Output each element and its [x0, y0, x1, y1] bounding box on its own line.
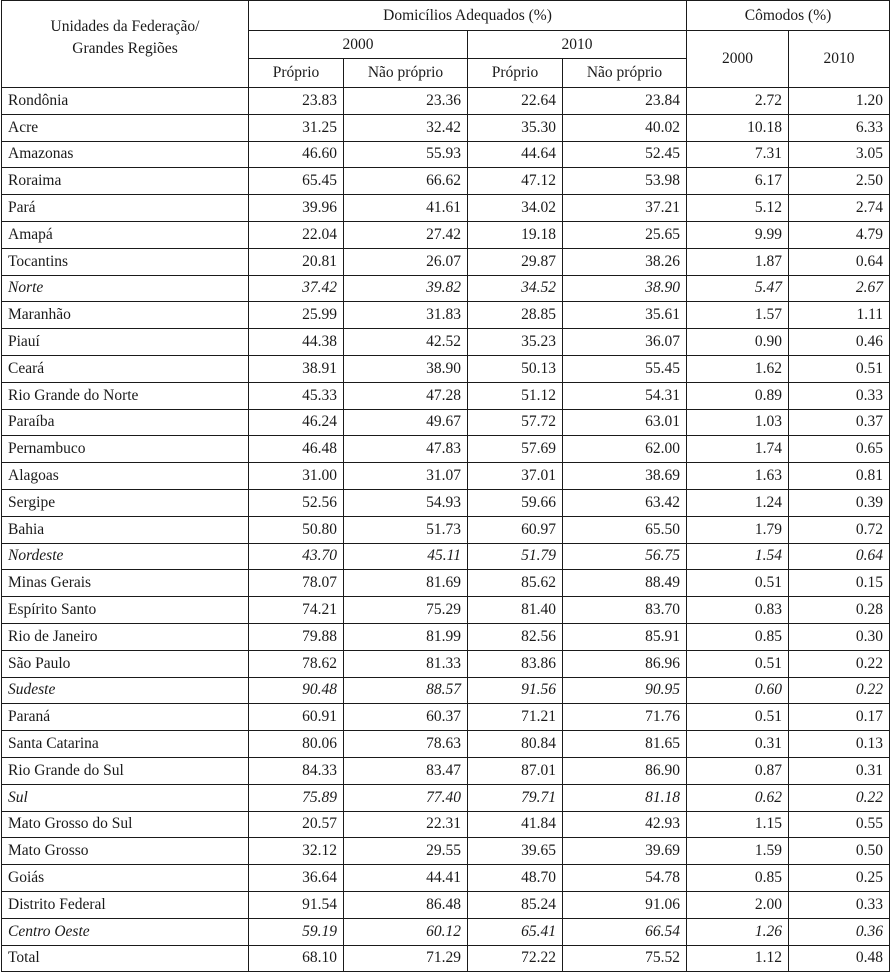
- row-label: Rondônia: [2, 88, 249, 115]
- region-row: [2, 784, 890, 811]
- cell-comodos-2010: 3.05: [789, 141, 890, 168]
- cell-comodos-2010: 0.81: [789, 463, 890, 490]
- table-row: [2, 570, 890, 597]
- cell-nao-proprio-2000: 42.52: [344, 329, 468, 356]
- cell-comodos-2010: 0.65: [789, 436, 890, 463]
- cell-proprio-2000: 20.81: [249, 248, 344, 275]
- cell-nao-proprio-2000: 81.69: [344, 570, 468, 597]
- cell-comodos-2010: 6.33: [789, 114, 890, 141]
- cell-nao-proprio-2000: 44.41: [344, 865, 468, 892]
- cell-proprio-2000: 31.25: [249, 114, 344, 141]
- cell-nao-proprio-2010: 63.42: [563, 489, 687, 516]
- table-header: [2, 1, 890, 88]
- row-label: Bahia: [2, 516, 249, 543]
- cell-comodos-2010: 0.28: [789, 597, 890, 624]
- cell-nao-proprio-2010: 39.69: [563, 838, 687, 865]
- cell-proprio-2010: 87.01: [468, 757, 563, 784]
- cell-nao-proprio-2010: 53.98: [563, 168, 687, 195]
- cell-comodos-2000: 0.31: [687, 731, 789, 758]
- cell-comodos-2010: 2.67: [789, 275, 890, 302]
- cell-comodos-2000: 1.15: [687, 811, 789, 838]
- table-row: [2, 409, 890, 436]
- table-row: [2, 355, 890, 382]
- row-label: Goiás: [2, 865, 249, 892]
- cell-comodos-2000: 1.62: [687, 355, 789, 382]
- cell-nao-proprio-2000: 38.90: [344, 355, 468, 382]
- cell-proprio-2000: 46.60: [249, 141, 344, 168]
- row-label: São Paulo: [2, 650, 249, 677]
- row-label: Centro Oeste: [2, 918, 249, 945]
- cell-proprio-2010: 50.13: [468, 355, 563, 382]
- cell-proprio-2000: 79.88: [249, 623, 344, 650]
- cell-comodos-2010: 0.13: [789, 731, 890, 758]
- table-row: [2, 838, 890, 865]
- cell-nao-proprio-2000: 39.82: [344, 275, 468, 302]
- cell-comodos-2010: 0.51: [789, 355, 890, 382]
- domicilios-year-2000-header: 2000: [249, 31, 468, 59]
- table-row: [2, 865, 890, 892]
- region-row: [2, 275, 890, 302]
- table-row: [2, 302, 890, 329]
- cell-comodos-2010: 0.25: [789, 865, 890, 892]
- cell-comodos-2010: 0.55: [789, 811, 890, 838]
- row-label: Alagoas: [2, 463, 249, 490]
- cell-nao-proprio-2000: 75.29: [344, 597, 468, 624]
- cell-comodos-2010: 0.48: [789, 945, 890, 972]
- cell-nao-proprio-2000: 66.62: [344, 168, 468, 195]
- cell-proprio-2010: 51.12: [468, 382, 563, 409]
- row-label: Rio de Janeiro: [2, 623, 249, 650]
- cell-nao-proprio-2000: 47.83: [344, 436, 468, 463]
- row-label: Maranhão: [2, 302, 249, 329]
- cell-nao-proprio-2000: 86.48: [344, 891, 468, 918]
- cell-comodos-2000: 5.47: [687, 275, 789, 302]
- table-row: [2, 623, 890, 650]
- cell-proprio-2000: 78.62: [249, 650, 344, 677]
- cell-proprio-2000: 44.38: [249, 329, 344, 356]
- cell-comodos-2000: 0.62: [687, 784, 789, 811]
- cell-proprio-2000: 78.07: [249, 570, 344, 597]
- cell-comodos-2000: 1.63: [687, 463, 789, 490]
- cell-comodos-2000: 0.85: [687, 865, 789, 892]
- cell-nao-proprio-2010: 62.00: [563, 436, 687, 463]
- cell-nao-proprio-2010: 37.21: [563, 195, 687, 222]
- cell-nao-proprio-2000: 77.40: [344, 784, 468, 811]
- cell-proprio-2010: 57.72: [468, 409, 563, 436]
- cell-comodos-2010: 0.15: [789, 570, 890, 597]
- comodos-year-2010-header: 2010: [789, 31, 890, 88]
- table-row: [2, 704, 890, 731]
- cell-comodos-2010: 0.46: [789, 329, 890, 356]
- cell-nao-proprio-2000: 55.93: [344, 141, 468, 168]
- table-row: [2, 382, 890, 409]
- cell-proprio-2010: 39.65: [468, 838, 563, 865]
- cell-comodos-2000: 1.26: [687, 918, 789, 945]
- cell-nao-proprio-2010: 38.69: [563, 463, 687, 490]
- row-label: Acre: [2, 114, 249, 141]
- cell-comodos-2000: 2.00: [687, 891, 789, 918]
- cell-nao-proprio-2000: 60.12: [344, 918, 468, 945]
- cell-comodos-2010: 0.30: [789, 623, 890, 650]
- row-label: Paraná: [2, 704, 249, 731]
- cell-comodos-2010: 0.72: [789, 516, 890, 543]
- cell-nao-proprio-2010: 71.76: [563, 704, 687, 731]
- cell-proprio-2000: 50.80: [249, 516, 344, 543]
- cell-proprio-2000: 59.19: [249, 918, 344, 945]
- cell-comodos-2000: 0.90: [687, 329, 789, 356]
- cell-comodos-2010: 0.36: [789, 918, 890, 945]
- cell-proprio-2010: 37.01: [468, 463, 563, 490]
- table-row: [2, 891, 890, 918]
- stub-header: [2, 1, 249, 88]
- cell-comodos-2000: 1.87: [687, 248, 789, 275]
- cell-nao-proprio-2010: 90.95: [563, 677, 687, 704]
- cell-comodos-2010: 1.11: [789, 302, 890, 329]
- cell-nao-proprio-2010: 86.90: [563, 757, 687, 784]
- cell-comodos-2000: 1.59: [687, 838, 789, 865]
- cell-nao-proprio-2000: 81.33: [344, 650, 468, 677]
- cell-comodos-2000: 0.85: [687, 623, 789, 650]
- cell-proprio-2010: 41.84: [468, 811, 563, 838]
- cell-comodos-2000: 0.60: [687, 677, 789, 704]
- row-label: Norte: [2, 275, 249, 302]
- cell-nao-proprio-2000: 31.07: [344, 463, 468, 490]
- header-row-groups: [2, 1, 890, 31]
- cell-proprio-2010: 22.64: [468, 88, 563, 115]
- cell-proprio-2000: 68.10: [249, 945, 344, 972]
- cell-nao-proprio-2000: 78.63: [344, 731, 468, 758]
- cell-proprio-2010: 57.69: [468, 436, 563, 463]
- table-row: [2, 329, 890, 356]
- cell-nao-proprio-2000: 22.31: [344, 811, 468, 838]
- row-label: Paraíba: [2, 409, 249, 436]
- cell-proprio-2000: 65.45: [249, 168, 344, 195]
- cell-comodos-2000: 2.72: [687, 88, 789, 115]
- domicilios-year-2010-header: 2010: [468, 31, 687, 59]
- cell-comodos-2000: 7.31: [687, 141, 789, 168]
- comodos-year-2000-header: 2000: [687, 31, 789, 88]
- cell-nao-proprio-2000: 49.67: [344, 409, 468, 436]
- cell-proprio-2010: 47.12: [468, 168, 563, 195]
- cell-comodos-2010: 0.39: [789, 489, 890, 516]
- cell-proprio-2010: 34.02: [468, 195, 563, 222]
- data-table: [1, 0, 890, 972]
- cell-proprio-2010: 85.62: [468, 570, 563, 597]
- cell-nao-proprio-2010: 81.65: [563, 731, 687, 758]
- region-row: [2, 677, 890, 704]
- table-row: [2, 248, 890, 275]
- cell-proprio-2000: 45.33: [249, 382, 344, 409]
- domicilios-group-header: Domicílios Adequados (%): [249, 1, 687, 31]
- cell-nao-proprio-2000: 26.07: [344, 248, 468, 275]
- cell-nao-proprio-2010: 86.96: [563, 650, 687, 677]
- cell-comodos-2000: 0.51: [687, 650, 789, 677]
- row-label: Sergipe: [2, 489, 249, 516]
- row-label: Piauí: [2, 329, 249, 356]
- cell-proprio-2000: 80.06: [249, 731, 344, 758]
- cell-nao-proprio-2010: 66.54: [563, 918, 687, 945]
- cell-proprio-2000: 36.64: [249, 865, 344, 892]
- row-label: Rio Grande do Sul: [2, 757, 249, 784]
- cell-comodos-2010: 0.17: [789, 704, 890, 731]
- cell-proprio-2000: 39.96: [249, 195, 344, 222]
- row-label: Mato Grosso: [2, 838, 249, 865]
- cell-nao-proprio-2010: 54.78: [563, 865, 687, 892]
- cell-comodos-2010: 0.22: [789, 677, 890, 704]
- cell-proprio-2000: 46.48: [249, 436, 344, 463]
- cell-comodos-2000: 1.54: [687, 543, 789, 570]
- cell-proprio-2010: 80.84: [468, 731, 563, 758]
- nao-proprio-2000-header: Não próprio: [344, 59, 468, 88]
- cell-proprio-2000: 90.48: [249, 677, 344, 704]
- row-label: Distrito Federal: [2, 891, 249, 918]
- stub-header-line1: Unidades da Federação/: [50, 18, 200, 35]
- table-row: [2, 597, 890, 624]
- cell-comodos-2010: 0.31: [789, 757, 890, 784]
- cell-comodos-2000: 5.12: [687, 195, 789, 222]
- table-body: [2, 88, 890, 972]
- cell-nao-proprio-2010: 54.31: [563, 382, 687, 409]
- region-row: [2, 918, 890, 945]
- cell-comodos-2010: 2.50: [789, 168, 890, 195]
- cell-nao-proprio-2010: 81.18: [563, 784, 687, 811]
- cell-proprio-2010: 65.41: [468, 918, 563, 945]
- cell-nao-proprio-2000: 51.73: [344, 516, 468, 543]
- cell-comodos-2000: 1.03: [687, 409, 789, 436]
- cell-proprio-2010: 59.66: [468, 489, 563, 516]
- cell-nao-proprio-2000: 83.47: [344, 757, 468, 784]
- cell-nao-proprio-2000: 32.42: [344, 114, 468, 141]
- cell-comodos-2000: 6.17: [687, 168, 789, 195]
- cell-nao-proprio-2000: 81.99: [344, 623, 468, 650]
- table-row: [2, 757, 890, 784]
- cell-proprio-2000: 38.91: [249, 355, 344, 382]
- cell-proprio-2010: 81.40: [468, 597, 563, 624]
- cell-proprio-2000: 91.54: [249, 891, 344, 918]
- table-row: [2, 141, 890, 168]
- cell-nao-proprio-2010: 36.07: [563, 329, 687, 356]
- cell-nao-proprio-2000: 31.83: [344, 302, 468, 329]
- cell-comodos-2010: 0.33: [789, 891, 890, 918]
- cell-proprio-2010: 35.23: [468, 329, 563, 356]
- cell-comodos-2000: 9.99: [687, 221, 789, 248]
- cell-comodos-2010: 0.22: [789, 784, 890, 811]
- cell-nao-proprio-2010: 40.02: [563, 114, 687, 141]
- cell-nao-proprio-2000: 60.37: [344, 704, 468, 731]
- cell-nao-proprio-2000: 54.93: [344, 489, 468, 516]
- stub-header-line2: Grandes Regiões: [72, 40, 178, 57]
- cell-proprio-2010: 79.71: [468, 784, 563, 811]
- cell-nao-proprio-2010: 83.70: [563, 597, 687, 624]
- cell-proprio-2010: 29.87: [468, 248, 563, 275]
- cell-proprio-2000: 46.24: [249, 409, 344, 436]
- row-label: Sul: [2, 784, 249, 811]
- cell-comodos-2000: 10.18: [687, 114, 789, 141]
- cell-proprio-2010: 91.56: [468, 677, 563, 704]
- cell-nao-proprio-2000: 88.57: [344, 677, 468, 704]
- cell-nao-proprio-2010: 23.84: [563, 88, 687, 115]
- cell-comodos-2010: 2.74: [789, 195, 890, 222]
- cell-proprio-2010: 82.56: [468, 623, 563, 650]
- cell-proprio-2000: 75.89: [249, 784, 344, 811]
- cell-proprio-2000: 52.56: [249, 489, 344, 516]
- cell-proprio-2010: 34.52: [468, 275, 563, 302]
- cell-nao-proprio-2010: 42.93: [563, 811, 687, 838]
- cell-proprio-2000: 37.42: [249, 275, 344, 302]
- cell-nao-proprio-2010: 85.91: [563, 623, 687, 650]
- cell-comodos-2000: 1.24: [687, 489, 789, 516]
- table-row: [2, 88, 890, 115]
- table-row: [2, 221, 890, 248]
- cell-nao-proprio-2010: 52.45: [563, 141, 687, 168]
- cell-comodos-2010: 0.50: [789, 838, 890, 865]
- row-label: Amazonas: [2, 141, 249, 168]
- cell-nao-proprio-2010: 75.52: [563, 945, 687, 972]
- cell-nao-proprio-2010: 65.50: [563, 516, 687, 543]
- cell-proprio-2010: 85.24: [468, 891, 563, 918]
- cell-comodos-2000: 1.57: [687, 302, 789, 329]
- cell-comodos-2000: 0.83: [687, 597, 789, 624]
- row-label: Tocantins: [2, 248, 249, 275]
- cell-proprio-2000: 23.83: [249, 88, 344, 115]
- row-label: Total: [2, 945, 249, 972]
- cell-proprio-2000: 43.70: [249, 543, 344, 570]
- cell-comodos-2010: 0.64: [789, 543, 890, 570]
- cell-nao-proprio-2010: 55.45: [563, 355, 687, 382]
- cell-comodos-2000: 1.12: [687, 945, 789, 972]
- cell-nao-proprio-2010: 38.90: [563, 275, 687, 302]
- cell-proprio-2010: 72.22: [468, 945, 563, 972]
- row-label: Sudeste: [2, 677, 249, 704]
- table-row: [2, 811, 890, 838]
- cell-proprio-2010: 48.70: [468, 865, 563, 892]
- cell-nao-proprio-2000: 71.29: [344, 945, 468, 972]
- row-label: Rio Grande do Norte: [2, 382, 249, 409]
- row-label: Roraima: [2, 168, 249, 195]
- cell-nao-proprio-2010: 35.61: [563, 302, 687, 329]
- cell-proprio-2010: 60.97: [468, 516, 563, 543]
- row-label: Amapá: [2, 221, 249, 248]
- row-label: Pernambuco: [2, 436, 249, 463]
- cell-comodos-2010: 4.79: [789, 221, 890, 248]
- row-label: Espírito Santo: [2, 597, 249, 624]
- cell-comodos-2010: 0.64: [789, 248, 890, 275]
- cell-proprio-2000: 20.57: [249, 811, 344, 838]
- cell-proprio-2000: 22.04: [249, 221, 344, 248]
- cell-nao-proprio-2010: 91.06: [563, 891, 687, 918]
- cell-proprio-2010: 83.86: [468, 650, 563, 677]
- total-row: [2, 945, 890, 972]
- cell-nao-proprio-2010: 56.75: [563, 543, 687, 570]
- cell-proprio-2010: 35.30: [468, 114, 563, 141]
- table-row: [2, 195, 890, 222]
- table-row: [2, 463, 890, 490]
- cell-comodos-2010: 1.20: [789, 88, 890, 115]
- cell-proprio-2010: 19.18: [468, 221, 563, 248]
- row-label: Santa Catarina: [2, 731, 249, 758]
- cell-proprio-2000: 74.21: [249, 597, 344, 624]
- cell-nao-proprio-2000: 23.36: [344, 88, 468, 115]
- table-row: [2, 114, 890, 141]
- cell-comodos-2000: 0.51: [687, 570, 789, 597]
- cell-proprio-2010: 71.21: [468, 704, 563, 731]
- cell-nao-proprio-2000: 29.55: [344, 838, 468, 865]
- cell-comodos-2000: 0.89: [687, 382, 789, 409]
- cell-comodos-2010: 0.22: [789, 650, 890, 677]
- table-row: [2, 436, 890, 463]
- cell-nao-proprio-2000: 47.28: [344, 382, 468, 409]
- cell-proprio-2010: 28.85: [468, 302, 563, 329]
- proprio-2000-header: Próprio: [249, 59, 344, 88]
- cell-nao-proprio-2000: 27.42: [344, 221, 468, 248]
- comodos-group-header: Cômodos (%): [687, 1, 890, 31]
- cell-comodos-2000: 0.51: [687, 704, 789, 731]
- table-row: [2, 731, 890, 758]
- region-row: [2, 543, 890, 570]
- row-label: Ceará: [2, 355, 249, 382]
- table-row: [2, 650, 890, 677]
- cell-proprio-2000: 32.12: [249, 838, 344, 865]
- row-label: Minas Gerais: [2, 570, 249, 597]
- cell-nao-proprio-2010: 88.49: [563, 570, 687, 597]
- cell-nao-proprio-2000: 41.61: [344, 195, 468, 222]
- cell-comodos-2000: 0.87: [687, 757, 789, 784]
- table-row: [2, 168, 890, 195]
- cell-proprio-2010: 44.64: [468, 141, 563, 168]
- cell-proprio-2000: 25.99: [249, 302, 344, 329]
- cell-comodos-2000: 1.74: [687, 436, 789, 463]
- table-row: [2, 516, 890, 543]
- row-label: Mato Grosso do Sul: [2, 811, 249, 838]
- cell-comodos-2010: 0.33: [789, 382, 890, 409]
- cell-nao-proprio-2010: 63.01: [563, 409, 687, 436]
- cell-nao-proprio-2010: 38.26: [563, 248, 687, 275]
- row-label: Pará: [2, 195, 249, 222]
- cell-proprio-2000: 84.33: [249, 757, 344, 784]
- cell-proprio-2000: 31.00: [249, 463, 344, 490]
- table-row: [2, 489, 890, 516]
- row-label: Nordeste: [2, 543, 249, 570]
- cell-comodos-2000: 1.79: [687, 516, 789, 543]
- cell-comodos-2010: 0.37: [789, 409, 890, 436]
- cell-nao-proprio-2000: 45.11: [344, 543, 468, 570]
- cell-nao-proprio-2010: 25.65: [563, 221, 687, 248]
- cell-proprio-2000: 60.91: [249, 704, 344, 731]
- proprio-2010-header: Próprio: [468, 59, 563, 88]
- nao-proprio-2010-header: Não próprio: [563, 59, 687, 88]
- cell-proprio-2010: 51.79: [468, 543, 563, 570]
